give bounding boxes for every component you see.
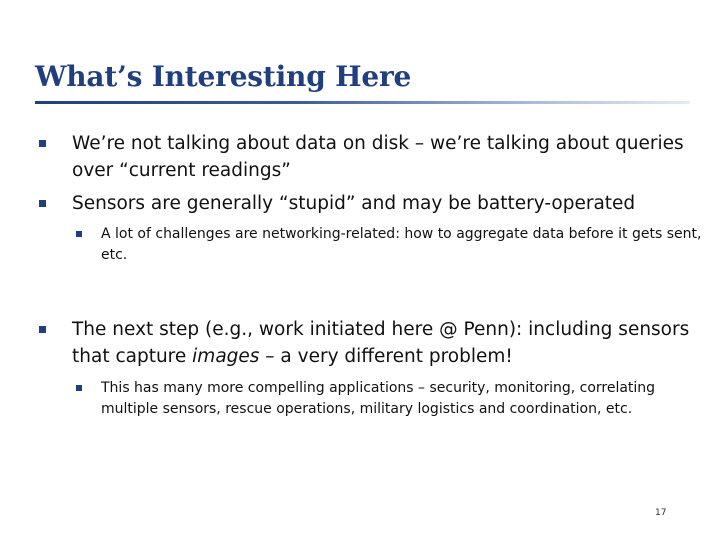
bullet-text: Sensors are generally “stupid” and may be battery-operated	[72, 193, 636, 214]
slide-title: What’s Interesting Here	[35, 60, 412, 93]
sub-bullet-item	[35, 224, 705, 266]
bullet-text-part: The next step (e.g., work initiated here @ Penn): including sensors that capture	[72, 319, 690, 367]
bullet-item	[35, 130, 705, 184]
square-bullet-icon	[76, 231, 82, 237]
bullet-item	[35, 190, 705, 217]
sub-bullet-item	[35, 378, 705, 420]
slide-body	[35, 130, 705, 420]
square-bullet-icon	[39, 326, 46, 333]
bullet-text-part: – a very different problem!	[259, 346, 513, 367]
bullet-emphasis: images	[192, 346, 260, 367]
square-bullet-icon	[39, 140, 46, 147]
square-bullet-icon	[39, 200, 46, 207]
sub-bullet-text: This has many more compelling applications – security, monitoring, correlating multiple sensors, rescue operations, military logistics and coordination, etc.	[101, 380, 656, 417]
bullet-text: We’re not talking about data on disk – we’re talking about queries over “current readings”	[72, 133, 684, 181]
bullet-item	[35, 316, 705, 370]
page-number: 17	[655, 508, 667, 518]
sub-bullet-text: A lot of challenges are networking-related: how to aggregate data before it gets sent, etc.	[101, 226, 702, 263]
title-underline	[35, 101, 690, 104]
square-bullet-icon	[76, 385, 82, 391]
